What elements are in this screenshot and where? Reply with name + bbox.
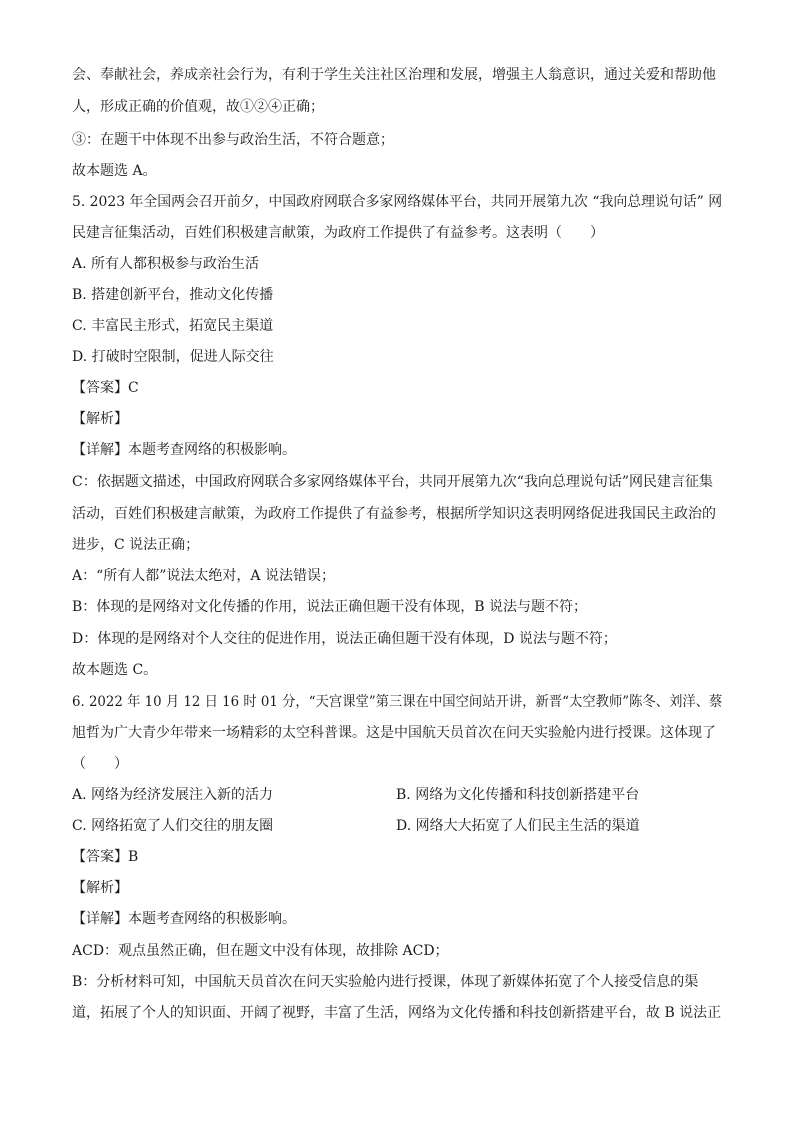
explanation-line: B：体现的是网络对文化传播的作用，说法正确但题干没有体现，B 说法与题不符； [72,599,588,615]
question-5-option-b: B. 搭建创新平台，推动文化传播 [72,287,274,303]
question-5-option-a: A. 所有人都积极参与政治生活 [72,256,260,272]
text-line: 故本题选 A。 [72,163,157,179]
question-5-stem: 5. 2023 年全国两会召开前夕，中国政府网联合多家网络媒体平台，共同开展第九次 “我向总理说句话” 网 [72,194,723,210]
explanation-line: 道，拓展了个人的知识面、开阔了视野，丰富了生活，网络为文化传播和科技创新搭建平台，故 B 说法正 [72,1005,722,1021]
explanation-line: C：依据题文描述，中国政府网联合多家网络媒体平台，共同开展第九次“我向总理说句话”网民建言征集 [72,474,714,490]
question-6-option-a: A. 网络为经济发展注入新的活力 [72,787,274,803]
question-5-stem: 民建言征集活动，百姓们积极建言献策，为政府工作提供了有益参考。这表明（ ） [72,225,604,241]
analysis-label: 【解析】 [72,411,128,427]
question-6-stem: 6. 2022 年 10 月 12 日 16 时 01 分，“天宫课堂”第三课在中国空间站开讲，新晋“太空教师”陈冬、刘洋、蔡 [72,694,723,710]
text-line: 人，形成正确的价值观，故①②④正确； [72,99,324,115]
analysis-label: 【解析】 [72,880,128,896]
question-6-option-c: C. 网络拓宽了人们交往的朋友圈 [72,818,274,834]
question-5-option-d: D. 打破时空限制，促进人际交往 [72,349,274,365]
question-5-option-c: C. 丰富民主形式，拓宽民主渠道 [72,318,274,334]
text-line: 故本题选 C。 [72,662,158,678]
question-6-stem: 旭哲为广大青少年带来一场精彩的太空科普课。这是中国航天员首次在问天实验舱内进行授课。这体现了 [72,725,716,741]
answer-label: 【答案】C [72,380,139,396]
explanation-line: D：体现的是网络对个人交往的促进作用，说法正确但题干没有体现，D 说法与题不符； [72,631,617,647]
explanation-line: B：分析材料可知，中国航天员首次在问天实验舱内进行授课，体现了新媒体拓宽了个人接受信息的渠 [72,974,699,990]
question-6-option-d: D. 网络大大拓宽了人们民主生活的渠道 [396,818,640,834]
text-line: ③：在题干中体现不出参与政治生活，不符合题意； [72,132,394,148]
explanation-line: ACD：观点虽然正确，但在题文中没有体现，故排除 ACD； [72,943,449,959]
explanation-line: 【详解】本题考查网络的积极影响。 [72,911,296,927]
explanation-line: 【详解】本题考查网络的积极影响。 [72,442,296,458]
question-6-option-b: B. 网络为文化传播和科技创新搭建平台 [396,787,640,803]
explanation-line: 活动，百姓们积极建言献策，为政府工作提供了有益参考，根据所学知识这表明网络促进我国民主政治的 [72,506,716,522]
question-6-stem: （ ） [72,756,128,772]
explanation-line: A：“所有人都”说法太绝对，A 说法错误； [72,568,335,584]
answer-label: 【答案】B [72,849,139,865]
text-line: 会、奉献社会，养成亲社会行为，有利于学生关注社区治理和发展，增强主人翁意识，通过关爱和帮助他 [72,67,716,83]
explanation-line: 进步，C 说法正确； [72,537,200,553]
